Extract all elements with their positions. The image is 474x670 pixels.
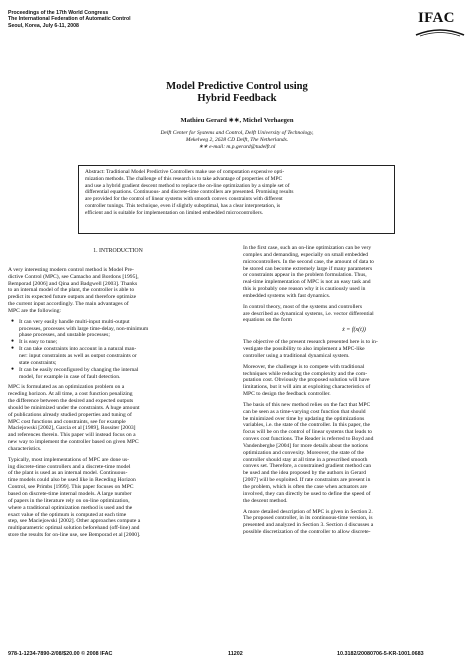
paper-authors: Mathieu Gerard ∗∗, Michel Verhaegen <box>180 117 294 124</box>
text-line: based on discrete-time internal models. A large number <box>8 491 132 497</box>
abstract-line: are provided for the control of linear systems with smooth convex constraints with different <box>85 196 283 203</box>
text-line: exact value of the optimum is computed at each time <box>8 511 127 518</box>
text-line: Moreover, the challenge is to compete with traditional <box>243 363 365 370</box>
text-line: convex set. Therefore, a constrained gradient method can <box>243 463 372 470</box>
text-line: the current input accordingly. The main advantages of <box>8 301 129 308</box>
text-line: real-time implementation of MPC is not an easy task and <box>243 279 371 286</box>
text-line: Maciejowski [2002], Garcia et al [1989], Rossiter [2003] <box>8 425 136 432</box>
footer-doi: 10.3182/20080706-5-KR-1001.0683 <box>337 651 424 657</box>
ifac-logo <box>412 7 468 37</box>
text-line: controller using a traditional dynamical system. <box>243 352 350 359</box>
body-paragraph <box>243 339 465 360</box>
text-line: MPC are the following: <box>8 307 61 314</box>
text-line: MPC to design the feedback controller. <box>243 391 331 398</box>
abstract-line: Abstract: Traditional Model Predictive Controllers make use of computation expensive opti- <box>85 169 285 175</box>
bullet-icon: ● <box>11 346 15 352</box>
text-line: MPC cost functions and constraints, see for example <box>8 418 126 425</box>
text-line: and references therein. This paper will instead focus on a <box>8 432 136 439</box>
text-line: [2007] will be exploited. If rate constraints are present in <box>243 477 371 484</box>
text-line: processes, processes with large time-delay, non-minimum <box>19 325 149 332</box>
text-line: complex and demanding, especially on small embedded <box>243 251 369 258</box>
text-line: the descent method. <box>243 497 288 504</box>
body-paragraph <box>243 509 465 536</box>
logo-arc-icon <box>414 27 466 37</box>
text-line: this is probably one reason why it is cautiously used in <box>243 286 366 293</box>
text-line: the difference between the desired and expected outputs <box>8 398 134 405</box>
section-heading: 1. INTRODUCTION <box>93 248 143 254</box>
text-line: ing discrete-time controllers and a discrete-time model <box>8 463 131 470</box>
body-paragraph <box>8 457 228 539</box>
text-line: variables, i.e. the state of the controller. In this paper, the <box>243 422 370 429</box>
title-line: Model Predictive Control using <box>166 81 308 92</box>
body-paragraph <box>243 402 465 505</box>
text-line: vestigate the possibility to also implement a MPC-like <box>243 345 365 352</box>
text-line: state constraints; <box>19 359 57 366</box>
text-line: The basis of this new method relies on the fact that MPC <box>243 401 371 408</box>
text-line: The objective of the present research presented here is to in- <box>243 339 378 346</box>
footer-copyright: 978-1-1234-7890-2/08/$20.00 © 2008 IFAC <box>8 651 113 657</box>
body-paragraph <box>243 304 465 325</box>
list-item <box>11 346 228 367</box>
bullet-icon: ● <box>11 318 15 324</box>
text-line: the problem, which is often the case when actuators are <box>243 484 367 490</box>
body-paragraph <box>243 245 465 300</box>
abstract-line: and use a hybrid gradient descent method to replace the on-line optimization by a simple set of <box>85 182 290 189</box>
text-line: ner: input constraints as well as output constraints or <box>19 352 137 359</box>
text-line: model, for example in case of fault detection. <box>19 373 121 380</box>
text-line: to an internal model of the plant, the controller is able to <box>8 287 135 294</box>
text-line: should be minimized under the constraints. A huge amount <box>8 404 140 411</box>
bullet-icon: ● <box>11 366 15 372</box>
conference-header <box>8 10 131 29</box>
text-line: It is easy to tune; <box>19 339 58 346</box>
list-item <box>11 339 228 346</box>
conference-line: Proceedings of the 17th World Congress <box>8 10 109 16</box>
affiliation-line: Mekelweg 2, 2628 CD Delft, The Netherlands. <box>185 136 289 143</box>
text-line: Typically, most implementations of MPC are done us- <box>8 456 130 463</box>
text-line: MPC is formulated as an optimization problem on a <box>8 384 125 391</box>
text-line: Control, see Primbs [1999]. This paper focuses on MPC <box>8 484 134 491</box>
text-line: In the first case, such an on-line optimization can be very <box>243 245 372 251</box>
text-line: In control theory, most of the systems and controllers <box>243 303 363 310</box>
abstract-line: efficient and is suitable for implementation on limited embedded microcontrollers. <box>85 209 264 216</box>
logo-text: IFAC <box>418 10 455 26</box>
text-line: Vandenberghe [2004] for more details about the notions <box>243 442 368 449</box>
text-line: controller should stay at all time in a prescribed smooth <box>243 456 368 463</box>
text-line: be stored can become extremely large if many parameters <box>243 265 373 272</box>
text-line: presented and analyzed in Section 3. Section 4 discusses a <box>243 522 374 529</box>
right-column <box>243 245 465 536</box>
text-line: embedded systems with fast dynamics. <box>243 292 331 299</box>
text-line: techniques while reducing the complexity and the com- <box>243 370 368 377</box>
text-line: characteristics. <box>8 445 42 452</box>
text-line: convex cost functions. The Reader is referred to Boyd and <box>243 436 374 443</box>
text-line: It can very easily handle multi-input multi-output <box>19 318 130 325</box>
page-number: 11202 <box>228 651 243 657</box>
text-line: Bemporad [2006] and Qina and Badgwell [2003]. Thanks <box>8 280 138 287</box>
abstract-line: mization methods. The challenge of this research is to take advantage of properties of MPC <box>85 175 283 182</box>
text-line: multiparametric optimal solution beforehand (off-line) and <box>8 525 140 532</box>
affiliation-line: ∗∗ e-mail: m.p.gerard@tudelft.nl <box>198 143 276 150</box>
text-line: It can be easily reconfigured by changing the internal <box>19 366 139 373</box>
text-line: new way to implement the controller based on given MPC <box>8 439 139 446</box>
text-line: of publications already studied properties and tuning of <box>8 411 132 418</box>
text-line: of papers in the literature rely on on-line optimization, <box>8 497 130 504</box>
text-line: A more detailed description of MPC is given in Section 2. <box>243 508 373 515</box>
text-line: where a traditional optimization method is used and the <box>8 504 133 511</box>
paper-title <box>0 81 474 105</box>
text-line: or constraints appear in the problem formulation. Thus, <box>243 272 367 279</box>
text-line: time models could also be used like in Receding Horizon <box>8 477 136 484</box>
equation: ẋ = f(x(t)) <box>342 327 366 334</box>
text-line: The proposed controller, in its continuous-time version, is <box>243 515 373 522</box>
text-line: possible discretization of the controller to allow discrete- <box>243 529 371 536</box>
abstract-line: controller tunings. This technique, even if slightly suboptimal, has a clear interpretation, is <box>85 202 281 209</box>
text-line: can be seen as a time-varying cost function that should <box>243 408 366 415</box>
text-line: be used and the idea proposed by the authors in Gerard <box>243 470 367 477</box>
bullet-icon: ● <box>11 339 15 345</box>
text-line: limitations, but it will aim at exploiting characteristics of <box>243 384 371 391</box>
list-item <box>11 366 228 381</box>
text-line: equations on the form <box>243 317 292 324</box>
text-line: store the results for on-line use, see Bemporad et al [2000]. <box>8 532 141 539</box>
text-line: putation cost. Obviously the proposed solution will have <box>243 377 370 384</box>
text-line: dictive Control (MPC), see Camacho and Bordons [1995], <box>8 273 139 280</box>
text-line: receding horizon. At all time, a cost function penalizing <box>8 391 133 398</box>
text-line: A very interesting modern control method is Model Pre- <box>8 266 134 273</box>
conference-line: Seoul, Korea, July 6-11, 2008 <box>8 22 79 29</box>
text-line: are described as dynamical systems, i.e. vector differential <box>243 310 374 317</box>
abstract-line: differential equations. Continuous- and discrete-time controllers are presented. Promising results <box>85 189 294 196</box>
text-line: microcontrollers. In the second case, the amount of data to <box>243 258 374 265</box>
affiliation-line: Delft Center for Systems and Control, Delft University of Technology, <box>160 130 314 136</box>
abstract-box <box>78 165 395 234</box>
text-line: involved, they can directly be used to define the speed of <box>243 490 371 497</box>
paper-affiliation <box>0 130 474 150</box>
intro-paragraph <box>8 267 228 315</box>
text-line: focus will be on the control of linear systems that leads to <box>243 429 373 436</box>
left-column <box>8 248 228 539</box>
title-line: Hybrid Feedback <box>197 93 277 104</box>
text-line: be minimized over time by updating the optimizations <box>243 415 365 422</box>
conference-line: The International Federation of Automatic Control <box>8 16 131 23</box>
text-line: It can take constraints into account in a natural man- <box>19 346 137 353</box>
list-item <box>11 318 228 340</box>
text-line: optimization and convexity. Moreover, the state of the <box>243 449 365 456</box>
body-paragraph <box>8 384 228 452</box>
text-line: of the plant is used as an internal model. Continuous- <box>8 470 128 477</box>
text-line: phase processes, and unstable processes; <box>19 332 110 339</box>
advantages-list <box>8 319 228 381</box>
text-line: predict its expected future outputs and therefore optimize <box>8 294 137 301</box>
text-line: step, see Maciejowski [2002]. Other approaches compute a <box>8 518 141 525</box>
body-paragraph <box>243 364 465 398</box>
